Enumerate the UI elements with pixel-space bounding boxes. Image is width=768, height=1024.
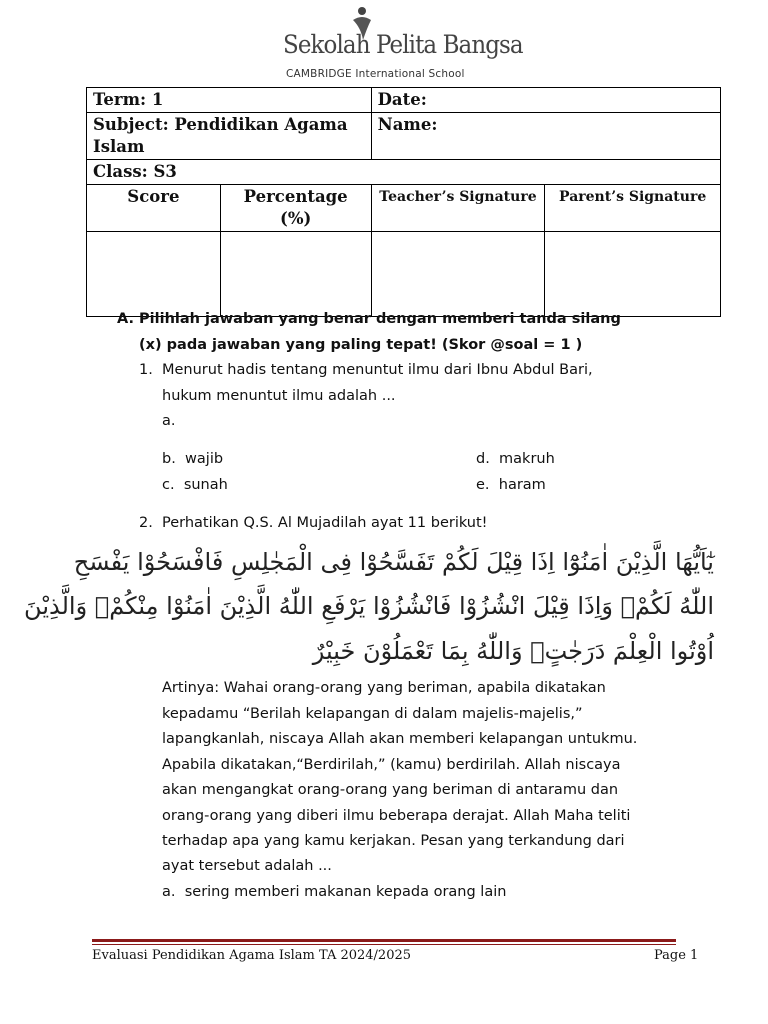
- option-letter: d.: [476, 451, 490, 467]
- page-number: Page 1: [654, 948, 699, 963]
- footer-rule-thick: [92, 939, 676, 942]
- translation-line8: ayat tersebut adalah ...: [162, 858, 332, 874]
- arabic-verse-line1: يٰٓاَيُّهَا الَّذِيْنَ اٰمَنُوْٓا اِذَا قِيْلَ لَكُمْ تَفَسَّحُوْا فِى الْمَجٰلِسِ فَافْسَحُوْا يَفْسَحِ: [73, 548, 714, 576]
- school-logo: [283, 6, 523, 84]
- option-letter: a.: [162, 413, 176, 429]
- question1-text-line2: hukum menuntut ilmu adalah ...: [162, 388, 396, 404]
- section-a-instruction-line2: (x) pada jawaban yang paling tepat! (Skor @soal = 1 ): [139, 337, 583, 353]
- question1-option-a[interactable]: [162, 413, 176, 429]
- option-text: makruh: [499, 451, 555, 467]
- translation-line2: kepadamu “Berilah kelapangan di dalam majelis-majelis,”: [162, 706, 583, 722]
- option-text: sering memberi makanan kepada orang lain: [184, 884, 507, 900]
- footer-title: Evaluasi Pendidikan Agama Islam TA 2024/2025: [92, 948, 412, 963]
- school-tagline: CAMBRIDGE International School: [286, 68, 465, 80]
- arabic-verse-line2: اللّٰهُ لَكُمْۚ وَاِذَا قِيْلَ انْشُزُوْا فَانْشُزُوْا يَرْفَعِ اللّٰهُ الَّذِيْنَ اٰمَنُوْا مِنْكُمْۙ وَالَّذِيْنَ: [24, 592, 714, 620]
- option-text: sunah: [183, 477, 228, 493]
- option-text: wajib: [185, 451, 224, 467]
- translation-line7: terhadap apa yang kamu kerjakan. Pesan yang terkandung dari: [162, 833, 625, 849]
- question1-text-line1: Menurut hadis tentang menuntut ilmu dari Ibnu Abdul Bari,: [162, 362, 593, 378]
- translation-line3: lapangkanlah, niscaya Allah akan memberi kelapangan untukmu.: [162, 731, 638, 747]
- question1-option-c[interactable]: [162, 477, 228, 493]
- score-box[interactable]: [87, 232, 221, 317]
- translation-line5: akan mengangkat orang-orang yang beriman di antaramu dan: [162, 782, 619, 798]
- option-letter: c.: [162, 477, 175, 493]
- question1-option-d[interactable]: [476, 451, 555, 467]
- subject-cell: Subject: Pendidikan Agama Islam: [87, 113, 372, 160]
- option-text: haram: [498, 477, 546, 493]
- term-cell: Term: 1: [87, 88, 372, 113]
- parent-signature-header: Parent’s Signature: [545, 185, 721, 232]
- translation-line4: Apabila dikatakan,“Berdirilah,” (kamu) berdirilah. Allah niscaya: [162, 757, 621, 773]
- percentage-header: Percentage (%): [220, 185, 371, 232]
- score-header: Score: [87, 185, 221, 232]
- footer-rule-thin: [92, 944, 676, 945]
- question1-number: 1.: [139, 362, 153, 378]
- section-a-instruction-line1: A. Pilihlah jawaban yang benar dengan memberi tanda silang: [117, 311, 621, 327]
- class-cell: Class: S3: [87, 160, 721, 185]
- translation-line6: orang-orang yang diberi ilmu beberapa derajat. Allah Maha teliti: [162, 808, 631, 824]
- name-cell: Name:: [371, 113, 720, 160]
- question2-number: 2.: [139, 515, 153, 531]
- teacher-signature-header: Teacher’s Signature: [371, 185, 545, 232]
- question2-option-a[interactable]: [162, 884, 506, 900]
- percentage-box[interactable]: [220, 232, 371, 317]
- question1-option-e[interactable]: [476, 477, 546, 493]
- info-table: [86, 87, 721, 317]
- translation-line1: Artinya: Wahai orang-orang yang beriman, apabila dikatakan: [162, 680, 606, 696]
- school-name: Sekolah Pelita Bangsa: [283, 30, 523, 59]
- arabic-verse-line3: اُوْتُوا الْعِلْمَ دَرَجٰتٍۗ وَاللّٰهُ بِمَا تَعْمَلُوْنَ خَبِيْرٌ: [312, 637, 714, 665]
- option-letter: a.: [162, 884, 176, 900]
- option-letter: b.: [162, 451, 176, 467]
- date-cell: Date:: [371, 88, 720, 113]
- parent-signature-box[interactable]: [545, 232, 721, 317]
- teacher-signature-box[interactable]: [371, 232, 545, 317]
- question2-intro: Perhatikan Q.S. Al Mujadilah ayat 11 berikut!: [162, 515, 488, 531]
- option-letter: e.: [476, 477, 490, 493]
- question1-option-b[interactable]: [162, 451, 223, 467]
